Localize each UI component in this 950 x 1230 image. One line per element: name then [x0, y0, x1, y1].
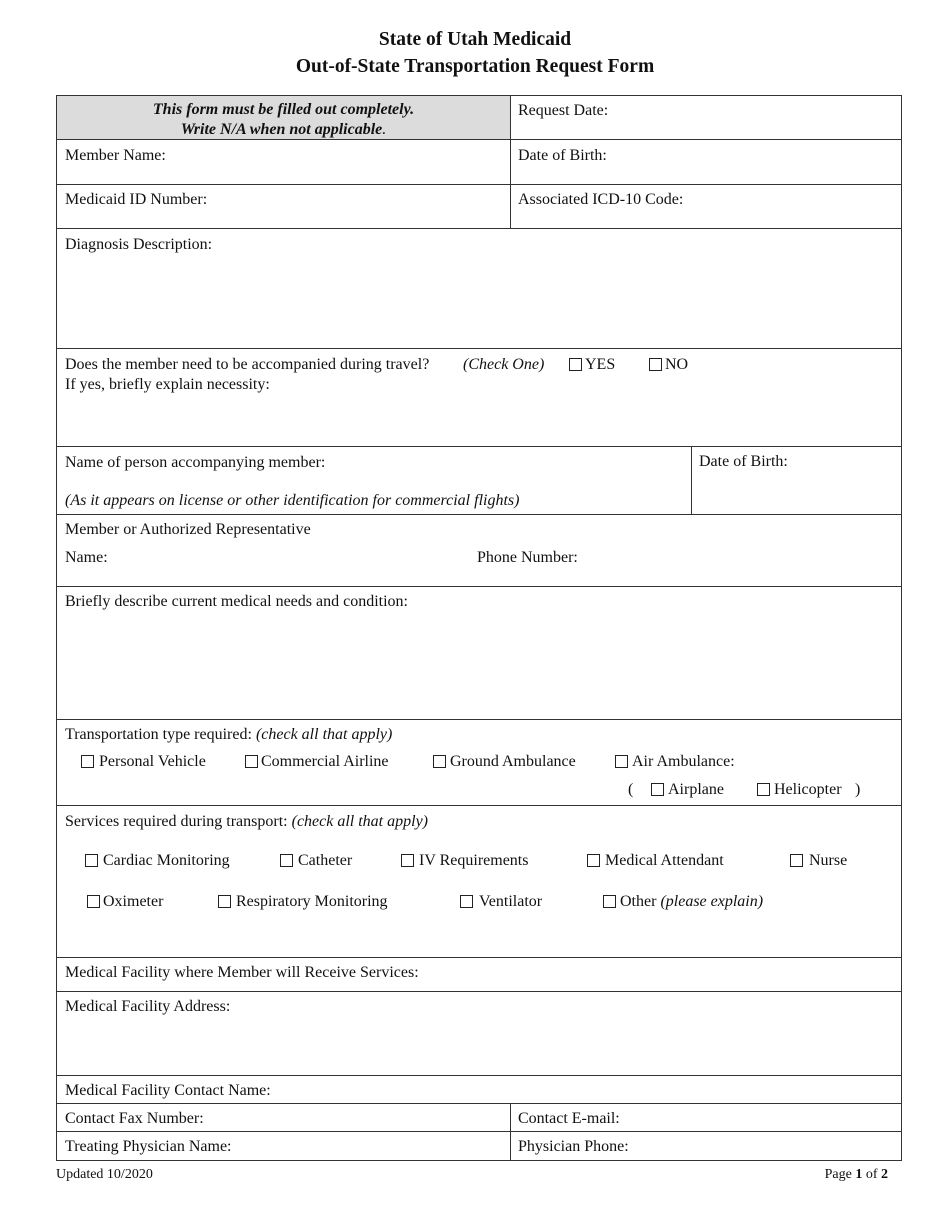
other-service-checkbox[interactable]: [603, 895, 616, 908]
request-date-field[interactable]: Request Date:: [518, 102, 609, 119]
companion-name-note: (As it appears on license or other identification for commercial flights): [65, 492, 520, 509]
commercial-airline-label: Commercial Airline: [261, 753, 389, 770]
rule: [56, 719, 902, 720]
page-of: of: [865, 1167, 878, 1182]
air-type-close-paren: ): [855, 781, 861, 798]
rule: [56, 514, 902, 515]
oximeter-label: Oximeter: [103, 893, 164, 910]
instruction-line-2-text: Write N/A when not applicable: [180, 121, 383, 138]
representative-phone-field[interactable]: Phone Number:: [477, 549, 578, 566]
helicopter-label: Helicopter: [774, 781, 842, 798]
form-subtitle: Out-of-State Transportation Request Form: [295, 56, 655, 77]
respiratory-monitoring-label: Respiratory Monitoring: [236, 893, 388, 910]
personal-vehicle-checkbox[interactable]: [81, 755, 94, 768]
medical-attendant-label: Medical Attendant: [605, 852, 724, 869]
air-ambulance-checkbox[interactable]: [615, 755, 628, 768]
airplane-label: Airplane: [668, 781, 724, 798]
companion-name-field[interactable]: Name of person accompanying member:: [65, 454, 326, 471]
accompany-yes-checkbox[interactable]: [569, 358, 582, 371]
representative-name-field[interactable]: Name:: [65, 549, 108, 566]
catheter-label: Catheter: [298, 852, 353, 869]
other-service-label: [620, 892, 763, 911]
airplane-checkbox[interactable]: [651, 783, 664, 796]
rule: [56, 586, 902, 587]
air-type-open-paren: (: [628, 781, 634, 798]
rule: [56, 1103, 902, 1104]
catheter-checkbox[interactable]: [280, 854, 293, 867]
instruction-line-1: This form must be filled out completely.: [152, 101, 415, 118]
ventilator-label: Ventilator: [479, 893, 543, 910]
updated-date: Updated 10/2020: [56, 1167, 153, 1182]
physician-name-field[interactable]: Treating Physician Name:: [65, 1138, 232, 1155]
page-number: [825, 1167, 888, 1183]
nurse-label: Nurse: [809, 852, 848, 869]
form-title: State of Utah Medicaid: [378, 29, 572, 50]
transport-label-text: Transportation type required:: [65, 726, 252, 743]
instruction-line-2: [57, 120, 510, 139]
rule: [56, 446, 902, 447]
iv-requirements-label: IV Requirements: [419, 852, 529, 869]
medical-attendant-checkbox[interactable]: [587, 854, 600, 867]
rule: [56, 1131, 902, 1132]
icd-code-field[interactable]: Associated ICD-10 Code:: [518, 191, 684, 208]
column-divider: [510, 1103, 511, 1161]
rule: [56, 228, 902, 229]
ground-ambulance-checkbox[interactable]: [433, 755, 446, 768]
cardiac-monitoring-label: Cardiac Monitoring: [103, 852, 230, 869]
services-label: [65, 812, 428, 831]
medicaid-id-field[interactable]: Medicaid ID Number:: [65, 191, 208, 208]
respiratory-monitoring-checkbox[interactable]: [218, 895, 231, 908]
representative-heading: Member or Authorized Representative: [65, 521, 311, 538]
air-ambulance-label: Air Ambulance:: [632, 753, 735, 770]
iv-requirements-checkbox[interactable]: [401, 854, 414, 867]
rule: [56, 991, 902, 992]
page-total: 2: [881, 1167, 888, 1182]
page-current: 1: [855, 1167, 863, 1182]
companion-dob-field[interactable]: Date of Birth:: [699, 453, 788, 470]
cardiac-monitoring-checkbox[interactable]: [85, 854, 98, 867]
ventilator-checkbox[interactable]: [460, 895, 473, 908]
helicopter-checkbox[interactable]: [757, 783, 770, 796]
ground-ambulance-label: Ground Ambulance: [450, 753, 576, 770]
column-divider: [691, 446, 692, 514]
member-dob-field[interactable]: Date of Birth:: [518, 147, 607, 164]
diagnosis-field[interactable]: Diagnosis Description:: [65, 236, 213, 253]
rule: [56, 139, 902, 140]
personal-vehicle-label: Personal Vehicle: [99, 753, 206, 770]
accompany-yes-label: YES: [585, 356, 616, 373]
accompany-no-label: NO: [665, 356, 689, 373]
accompany-question: Does the member need to be accompanied during travel?: [65, 356, 430, 373]
facility-contact-field[interactable]: Medical Facility Contact Name:: [65, 1082, 271, 1099]
facility-name-field[interactable]: Medical Facility where Member will Receive Services:: [65, 964, 419, 981]
rule: [56, 957, 902, 958]
page-prefix: Page: [824, 1167, 852, 1182]
rule: [56, 805, 902, 806]
oximeter-checkbox[interactable]: [87, 895, 100, 908]
accompany-no-checkbox[interactable]: [649, 358, 662, 371]
nurse-checkbox[interactable]: [790, 854, 803, 867]
physician-phone-field[interactable]: Physician Phone:: [518, 1138, 629, 1155]
accompany-check-one: (Check One): [463, 356, 545, 373]
contact-fax-field[interactable]: Contact Fax Number:: [65, 1110, 204, 1127]
column-divider: [510, 95, 511, 228]
other-service-text: Other: [620, 893, 657, 910]
instruction-line-2-period: .: [382, 121, 387, 138]
contact-email-field[interactable]: Contact E-mail:: [518, 1110, 620, 1127]
other-service-hint: (please explain): [660, 893, 764, 910]
commercial-airline-checkbox[interactable]: [245, 755, 258, 768]
services-hint: (check all that apply): [291, 813, 428, 830]
accompany-explain-field[interactable]: If yes, briefly explain necessity:: [65, 376, 270, 393]
member-name-field[interactable]: Member Name:: [65, 147, 166, 164]
services-label-text: Services required during transport:: [65, 813, 288, 830]
rule: [56, 1075, 902, 1076]
facility-address-field[interactable]: Medical Facility Address:: [65, 998, 231, 1015]
medical-needs-field[interactable]: Briefly describe current medical needs and condition:: [65, 593, 408, 610]
rule: [56, 184, 902, 185]
transport-label: [65, 725, 392, 744]
transport-hint: (check all that apply): [255, 726, 393, 743]
rule: [56, 348, 902, 349]
